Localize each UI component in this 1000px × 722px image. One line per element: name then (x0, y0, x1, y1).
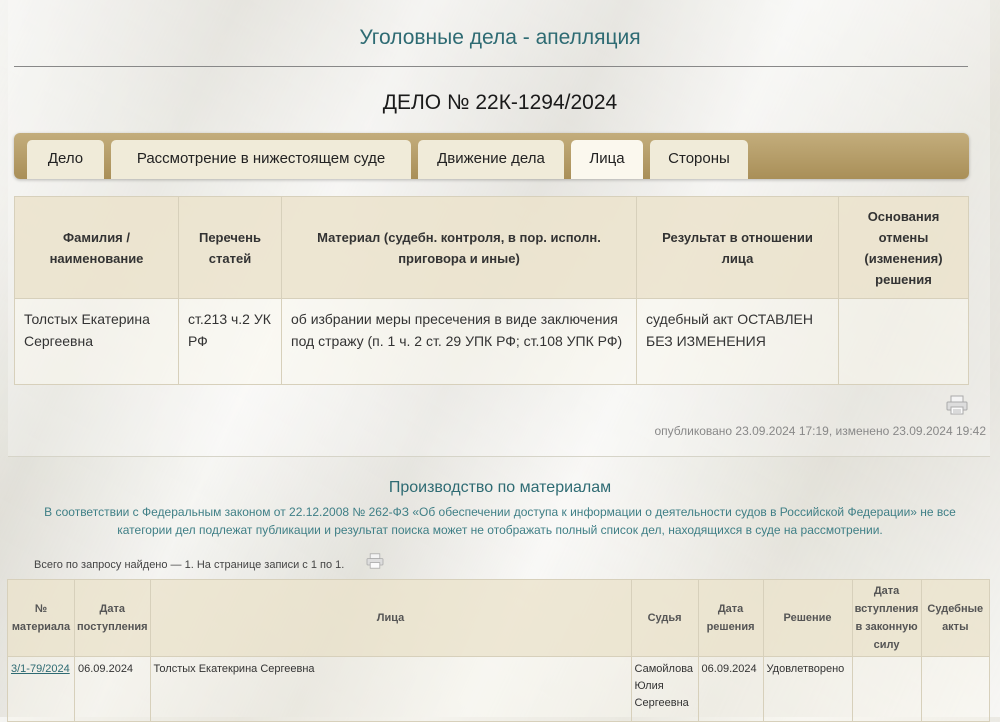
col-result: Результат в отношении лица (637, 197, 839, 299)
col-name: Фамилия / наименование (15, 197, 179, 299)
published-info: опубликовано 23.09.2024 17:19, изменено 23.09.2024 19:42 (654, 424, 986, 438)
material-number-cell (8, 657, 75, 722)
persons-table (14, 196, 969, 385)
person-name: Толстых Екатерина Сергеевна (15, 299, 179, 385)
access-notice: В соответствии с Федеральным законом от 22.12.2008 № 262-ФЗ «Об обеспечении доступа к информации о деятельности судов в Российской Федерации» не все категории дел подлежат публикации и результат поиска может не отображать полный список дел, находящихся в суде на рассмотрении. (44, 505, 956, 537)
court-acts (921, 657, 989, 722)
person-result: судебный акт ОСТАВЛЕН БЕЗ ИЗМЕНЕНИЯ (637, 299, 839, 385)
person-grounds (839, 299, 969, 385)
col-decision: Решение (763, 580, 852, 657)
tab-case-movement[interactable]: Движение дела (418, 140, 564, 179)
person-articles: ст.213 ч.2 УК РФ (179, 299, 282, 385)
search-results-count: Всего по запросу найдено — 1. На странице записи с 1 по 1. (34, 559, 345, 571)
tab-persons[interactable]: Лица (571, 140, 643, 179)
received-date: 06.09.2024 (75, 657, 151, 722)
col-material: Материал (судебн. контроля, в пор. исполн. приговора и иные) (282, 197, 637, 299)
col-decision-date: Дата решения (698, 580, 763, 657)
col-material-number: № материала (8, 580, 75, 657)
col-persons: Лица (150, 580, 631, 657)
page-title: Уголовные дела - апелляция (359, 26, 641, 49)
col-articles: Перечень статей (179, 197, 282, 299)
case-tabs (14, 133, 969, 179)
col-received-date: Дата поступления (75, 580, 151, 657)
material-persons: Толстых Екатекрина Сергеевна (150, 657, 631, 722)
title-divider (14, 66, 968, 67)
case-number: ДЕЛО № 22К-1294/2024 (382, 91, 618, 114)
col-grounds: Основания отмены (изменения) решения (839, 197, 969, 299)
table-row (8, 657, 990, 722)
materials-table (7, 579, 990, 722)
col-effective-date: Дата вступления в законную силу (852, 580, 921, 657)
printer-icon[interactable] (946, 395, 968, 420)
decision: Удовлетворено (763, 657, 852, 722)
materials-section-title: Производство по материалам (388, 479, 612, 496)
col-court-acts: Судебные акты (921, 580, 989, 657)
judge-name: Самойлова Юлия Сергеевна (631, 657, 698, 722)
person-material: об избрании меры пресечения в виде заключения под стражу (п. 1 ч. 2 ст. 29 УПК РФ; ст.108 УПК РФ) (282, 299, 637, 385)
effective-date (852, 657, 921, 722)
tab-parties[interactable]: Стороны (650, 140, 748, 179)
table-row (15, 299, 969, 385)
col-judge: Судья (631, 580, 698, 657)
decision-date: 06.09.2024 (698, 657, 763, 722)
printer-icon[interactable] (366, 553, 384, 574)
material-number-link[interactable]: 3/1-79/2024 (11, 663, 70, 675)
tab-lower-court[interactable]: Рассмотрение в нижестоящем суде (111, 140, 411, 179)
tab-case[interactable]: Дело (27, 140, 104, 179)
